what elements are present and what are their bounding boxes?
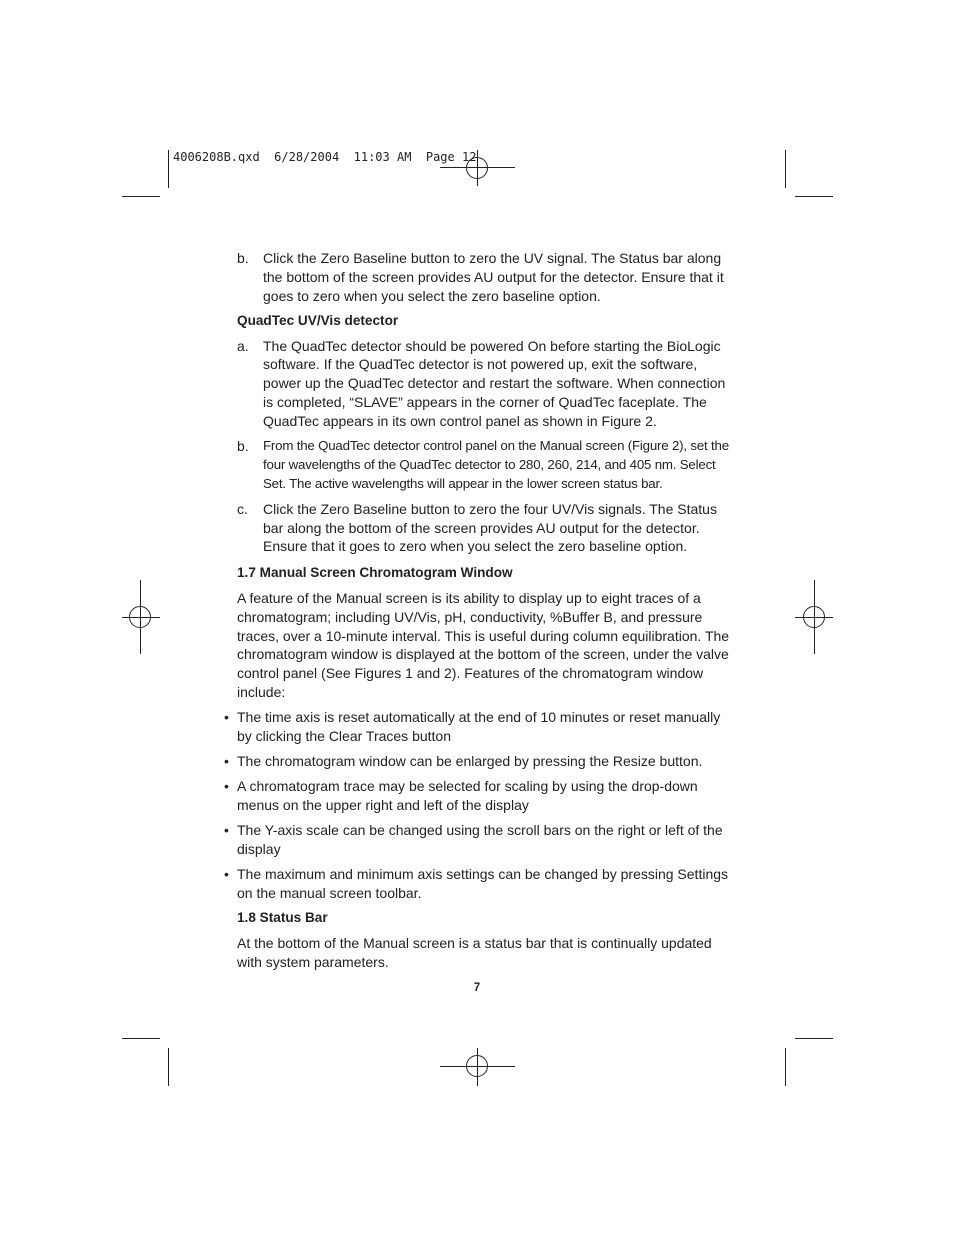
crop-mark [785, 150, 786, 188]
bullet-item [224, 752, 732, 771]
list-item-text: From the QuadTec detector control panel on the Manual screen (Figure 2), set the four wavelengths of the QuadTec detector to 280, 260, 214, and 405 nm. Select Set. The active wavelengths will appear in the lower screen status bar. [263, 437, 729, 491]
bullet-text: The time axis is reset automatically at the end of 10 minutes or reset manually by clicking the Clear Traces button [237, 709, 721, 744]
crop-mark [122, 196, 160, 197]
list-item-text: Click the Zero Baseline button to zero the UV signal. The Status bar along the bottom of the screen provides AU output for the detector. Ensure that it goes to zero when you select the zero baseline option. [263, 250, 724, 304]
crop-mark [795, 196, 833, 197]
list-item [237, 437, 732, 493]
bullet-text: A chromatogram trace may be selected for scaling by using the drop-down menus on the upper right and left of the display [237, 778, 698, 814]
bullet-marker: • [224, 709, 229, 726]
bullet-marker: • [224, 778, 229, 795]
list-item [237, 500, 732, 556]
list-item [237, 249, 732, 305]
section-heading-1-8: 1.8 Status Bar [237, 910, 328, 926]
bullet-item [224, 777, 732, 815]
page-number: 7 [473, 982, 481, 994]
bullet-marker: • [224, 753, 229, 770]
bullet-item [224, 708, 732, 746]
list-marker: b. [237, 250, 249, 266]
section-text: At the bottom of the Manual screen is a status bar that is continually updated with system parameters. [237, 935, 712, 970]
crop-mark [168, 1048, 169, 1086]
crop-mark [122, 1038, 160, 1039]
section-heading-1-7: 1.7 Manual Screen Chromatogram Window [237, 565, 513, 581]
crop-mark [795, 1038, 833, 1039]
bullet-item [224, 865, 732, 903]
print-slug: 4006208B.qxd 6/28/2004 11:03 AM Page 12 [173, 150, 477, 164]
crop-mark [168, 150, 169, 188]
list-marker: b. [237, 437, 249, 454]
bullet-text: The maximum and minimum axis settings can be changed by pressing Settings on the manual screen toolbar. [237, 866, 729, 902]
list-marker: a. [237, 337, 249, 354]
list-item [237, 337, 732, 431]
list-item-text: The QuadTec detector should be powered On before starting the BioLogic software. If the QuadTec detector is not powered up, exit the software, power up the QuadTec detector and restart the software. When connection is completed, “SLAVE” appears in the corner of QuadTec faceplate. The QuadTec appears in its own control panel as shown in Figure 2. [263, 337, 726, 429]
bullet-marker: • [224, 866, 229, 883]
crop-mark [785, 1048, 786, 1086]
page-body [224, 249, 732, 978]
list-marker: c. [237, 500, 248, 517]
subheading-quadtec: QuadTec UV/Vis detector [237, 312, 399, 328]
bullet-item [224, 821, 732, 859]
bullet-text: The Y-axis scale can be changed using the scroll bars on the right or left of the display [237, 822, 723, 858]
bullet-text: The chromatogram window can be enlarged by pressing the Resize button. [237, 753, 703, 770]
bullet-marker: • [224, 822, 229, 839]
section-intro: A feature of the Manual screen is its ability to display up to eight traces of a chromatogram; including UV/Vis, pH, conductivity, %Buffer B, and pressure traces, over a 10-minute interval. This is useful during column equilibration. The chromatogram window is displayed at the bottom of the screen, under the valve control panel (See Figures 1 and 2). Features of the chromatogram window include: [237, 589, 730, 700]
list-item-text: Click the Zero Baseline button to zero the four UV/Vis signals. The Status bar along the bottom of the screen provides AU output for the detector. Ensure that it goes to zero when you select the zero baseline option. [263, 500, 717, 555]
